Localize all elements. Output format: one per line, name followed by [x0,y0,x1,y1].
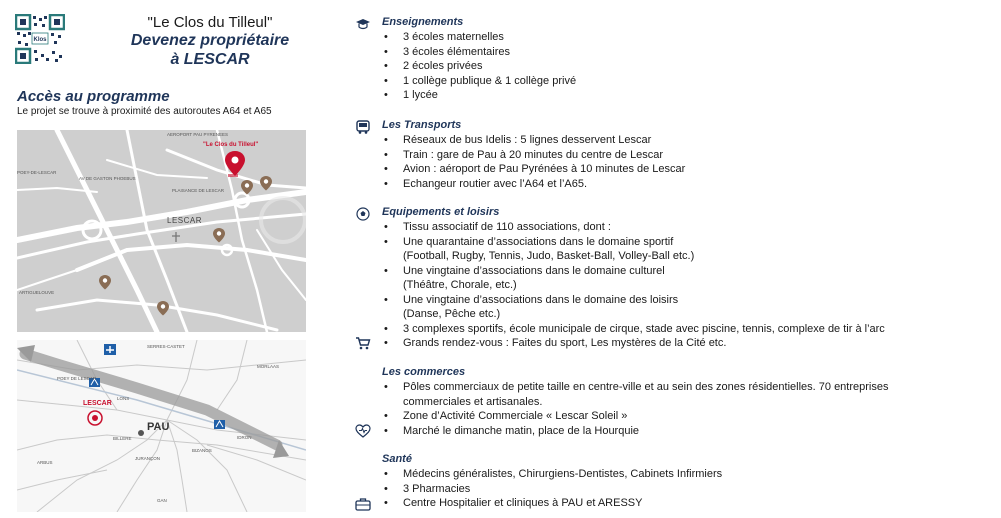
project-city: à LESCAR [170,51,250,68]
item-list [382,467,992,511]
item-list [382,30,992,103]
label-plaisance: PLAISANCE DE LESCAR [172,188,225,193]
acces-subtitle: Le projet se trouve à proximité des autoroutes A64 et A65 [17,106,272,117]
section-title: Les Transports [382,119,462,131]
list-item [382,220,992,235]
shopping-cart-icon [355,336,371,350]
label-lons: LONS [117,396,130,401]
list-item [382,380,992,409]
heart-pulse-icon [355,424,371,438]
qr-code [15,14,65,64]
list-item: • 3 écoles maternelles [382,30,992,45]
item-text: 3 complexes sportifs, école municipale de cirque, stade avec piscine, tennis, complexe de tir à l’arc [403,322,885,335]
label-poey: POEY-DE-LESCAR [17,170,57,175]
label-jurancon: JURANÇON [135,456,161,461]
list-item: • 3 Pharmacies [382,482,992,497]
item-list [382,220,992,351]
section-title: Les commerces [382,366,466,378]
list-item: • 1 lycée [382,88,992,103]
briefcase-icon [355,497,371,511]
item-text: Zone d’Activité Commerciale « Lescar Soleil » [403,410,628,422]
locator-map [17,130,306,332]
list-item [382,424,992,439]
section-title: Enseignements [382,16,464,28]
label-bizanos: BIZANOS [192,448,212,453]
item-detail: (Football, Rugby, Tennis, Judo, Basket-Ball, Volley-Ball etc.) [403,250,695,262]
project-name: "Le Clos du Tilleul" [147,14,273,31]
item-text: Grands rendez-vous : Faites du sport, Les mystères de la Cité etc. [403,337,727,349]
list-item: • Train : gare de Pau à 20 minutes du centre de Lescar [382,148,992,163]
list-item [382,293,992,322]
label-gaston: AV DE GASTON PHOEBUS [79,176,136,181]
item-text: Tissu associatif de 110 associations, dont : [403,221,611,233]
section-title: Santé [382,453,412,465]
item-text: Marché le dimanche matin, place de la Hourquie [403,424,640,437]
bus-icon [355,120,371,134]
list-item [382,409,992,424]
item-detail: commerciales et artisanales. [403,395,543,408]
acces-title: Accès au programme [17,88,170,105]
label-project: "Le Clos du Tilleul" [203,142,259,148]
graduation-cap-icon [355,17,371,31]
item-text: Une quarantaine d’associations dans le domaine sportif [403,235,674,248]
label-pau: PAU [147,421,170,433]
list-item: • 1 collège publique & 1 collège privé [382,74,992,89]
list-item: • 2 écoles privées [382,59,992,74]
item-list [382,133,992,191]
list-item [382,336,992,351]
list-item: • Médecins généralistes, Chirurgiens-Dentistes, Cabinets Infirmiers [382,467,992,482]
item-detail: (Danse, Pêche etc.) [403,308,501,320]
label-artiguelouve: ARTIGUELOUVE [19,290,55,295]
project-header [90,14,330,69]
soccer-ball-icon [355,207,371,221]
label-poey-bottom: POEY DE LESCAR [57,376,97,381]
list-item: • Echangeur routier avec l’A64 et l’A65. [382,177,992,192]
list-item: • Réseaux de bus Idelis : 5 lignes desservent Lescar [382,133,992,148]
label-billere: BILLERE [113,436,132,441]
label-airport: AEROPORT PAU PYRENEES [167,132,229,137]
list-item: • Avion : aéroport de Pau Pyrénées à 10 minutes de Lescar [382,162,992,177]
list-item [382,264,992,293]
project-tagline: Devenez propriétaire [130,32,290,49]
label-lescar: LESCAR [83,400,112,407]
list-item [382,322,992,337]
label-morlaas: MORLAAS [257,364,280,369]
list-item: • Centre Hospitalier et cliniques à PAU et ARESSY [382,496,992,511]
label-serres: SERRES-CASTET [147,344,185,349]
region-map [17,340,306,512]
label-lescar-town: LESCAR [167,216,203,225]
label-gan: GAN [157,498,167,503]
item-detail: (Théâtre, Chorale, etc.) [403,279,517,291]
airport-icon [104,344,116,355]
item-list [382,380,992,438]
section-title: Equipements et loisirs [382,206,500,218]
item-text: Une vingtaine d’associations dans le domaine culturel [403,264,665,277]
list-item [382,235,992,264]
item-text: Une vingtaine d’associations dans le domaine des loisirs [403,293,679,306]
label-arbus: ARBUS [37,460,53,465]
item-text: Pôles commerciaux de petite taille en centre-ville et au sein des zones résidentielles. 70 entreprises [403,381,889,393]
list-item: • 3 écoles élémentaires [382,45,992,60]
qr-logo-text: Klos [33,37,47,43]
label-idron: IDRON [237,435,252,440]
